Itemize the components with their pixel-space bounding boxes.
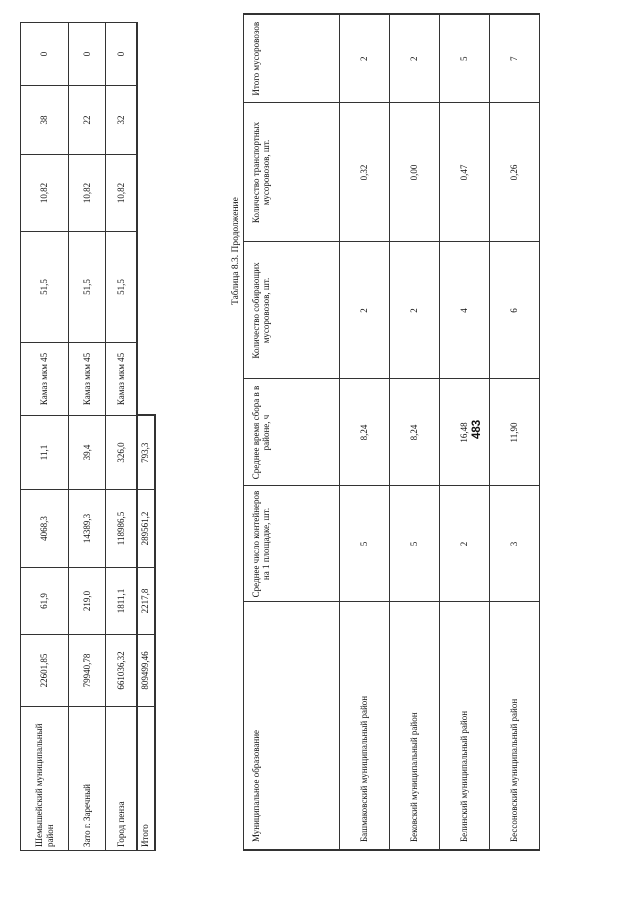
table-row: [490, 14, 540, 850]
table-row: [390, 14, 440, 850]
table-cell: 219,0: [69, 568, 106, 635]
municipality-name: Бековский муниципальный район: [390, 602, 440, 850]
table-cell: 4068,3: [21, 490, 69, 568]
table-cell: Камаз мкм 45: [21, 343, 69, 416]
municipality-name: Башмаковский муниципальный район: [340, 602, 390, 850]
empty-cell: [137, 86, 155, 155]
table-cell: 0,47: [440, 103, 490, 242]
table-row: [340, 14, 390, 850]
total-row: [137, 23, 155, 851]
table-cell: 51,5: [69, 232, 106, 343]
municipality-name: Бессоновский муниципальный район: [490, 602, 540, 850]
column-header: Количество транспортных мусоровозов, шт.: [244, 103, 340, 242]
municipality-name: Зато г. Заречный: [69, 707, 106, 851]
table-cell: 10,82: [21, 155, 69, 232]
table-cell: 2: [390, 14, 440, 103]
table-cell: 8,24: [340, 379, 390, 486]
table-cell: 0: [69, 23, 106, 86]
table-cell: 0,32: [340, 103, 390, 242]
table-cell: 661036,32: [106, 635, 137, 707]
table-cell: 326,0: [106, 416, 137, 490]
table-cell: 3: [490, 486, 540, 602]
table-cell: 2: [440, 486, 490, 602]
empty-cell: [137, 232, 155, 343]
table-cell: 4: [440, 242, 490, 379]
total-label: Итого: [137, 707, 155, 851]
table-cell: 0: [106, 23, 137, 86]
table-cell: 10,82: [69, 155, 106, 232]
table-cell: 0: [21, 23, 69, 86]
table-cell: 809499,46: [137, 635, 155, 707]
table-cell: Камаз мкм 45: [106, 343, 137, 416]
column-header: Итого мусоровозов: [244, 14, 340, 103]
table-cell: 16,48: [440, 379, 490, 486]
table-caption: Таблица 8.3. Продолжение: [231, 197, 241, 305]
column-header: Среднее время сбора в в районе, ч: [244, 379, 340, 486]
municipality-name: Белинский муниципальный район: [440, 602, 490, 850]
table-cell: 6: [490, 242, 540, 379]
table-cell: 5: [340, 486, 390, 602]
table-cell: 2: [340, 242, 390, 379]
table-cell: Камаз мкм 45: [69, 343, 106, 416]
table-cell: 79940,78: [69, 635, 106, 707]
table-cell: 5: [390, 486, 440, 602]
table-cell: 118986,5: [106, 490, 137, 568]
table-cell: 8,24: [390, 379, 440, 486]
table-row: [21, 23, 69, 851]
empty-cell: [137, 343, 155, 416]
table-cell: 2: [390, 242, 440, 379]
table-cell: 0,26: [490, 103, 540, 242]
municipality-name: Город пенза: [106, 707, 137, 851]
table-cell: 51,5: [106, 232, 137, 343]
table-cell: 32: [106, 86, 137, 155]
table-cell: 22: [69, 86, 106, 155]
table-cell: 51,5: [21, 232, 69, 343]
table-cell: 22601,85: [21, 635, 69, 707]
header-row: [244, 14, 340, 850]
table-cell: 14389,3: [69, 490, 106, 568]
column-header: Муниципальное образование: [244, 602, 340, 850]
table-cell: 11,90: [490, 379, 540, 486]
empty-cell: [137, 23, 155, 86]
table-cell: 1811,1: [106, 568, 137, 635]
table-cell: 0,00: [390, 103, 440, 242]
table-cell: 61,9: [21, 568, 69, 635]
waste-calculation-table-top: [20, 22, 156, 851]
table-cell: 11,1: [21, 416, 69, 490]
table-row: [440, 14, 490, 850]
table-cell: 289561,2: [137, 490, 155, 568]
municipality-name: Шемышейский муниципальный район: [21, 707, 69, 851]
table-cell: 5: [440, 14, 490, 103]
column-header: Количество собирающих мусоровозов, шт.: [244, 242, 340, 379]
page-number: 483: [471, 419, 483, 439]
table-cell: 10,82: [106, 155, 137, 232]
table-cell: 793,3: [137, 416, 155, 490]
table-cell: 7: [490, 14, 540, 103]
waste-calculation-table-continuation: [243, 13, 540, 851]
empty-cell: [137, 155, 155, 232]
table-row: [106, 23, 137, 851]
table-cell: 2: [340, 14, 390, 103]
table-cell: 39,4: [69, 416, 106, 490]
table-cell: 38: [21, 86, 69, 155]
table-cell: 2217,8: [137, 568, 155, 635]
table-row: [69, 23, 106, 851]
column-header: Среднее число контейнеров на 1 площадке, шт.: [244, 486, 340, 602]
